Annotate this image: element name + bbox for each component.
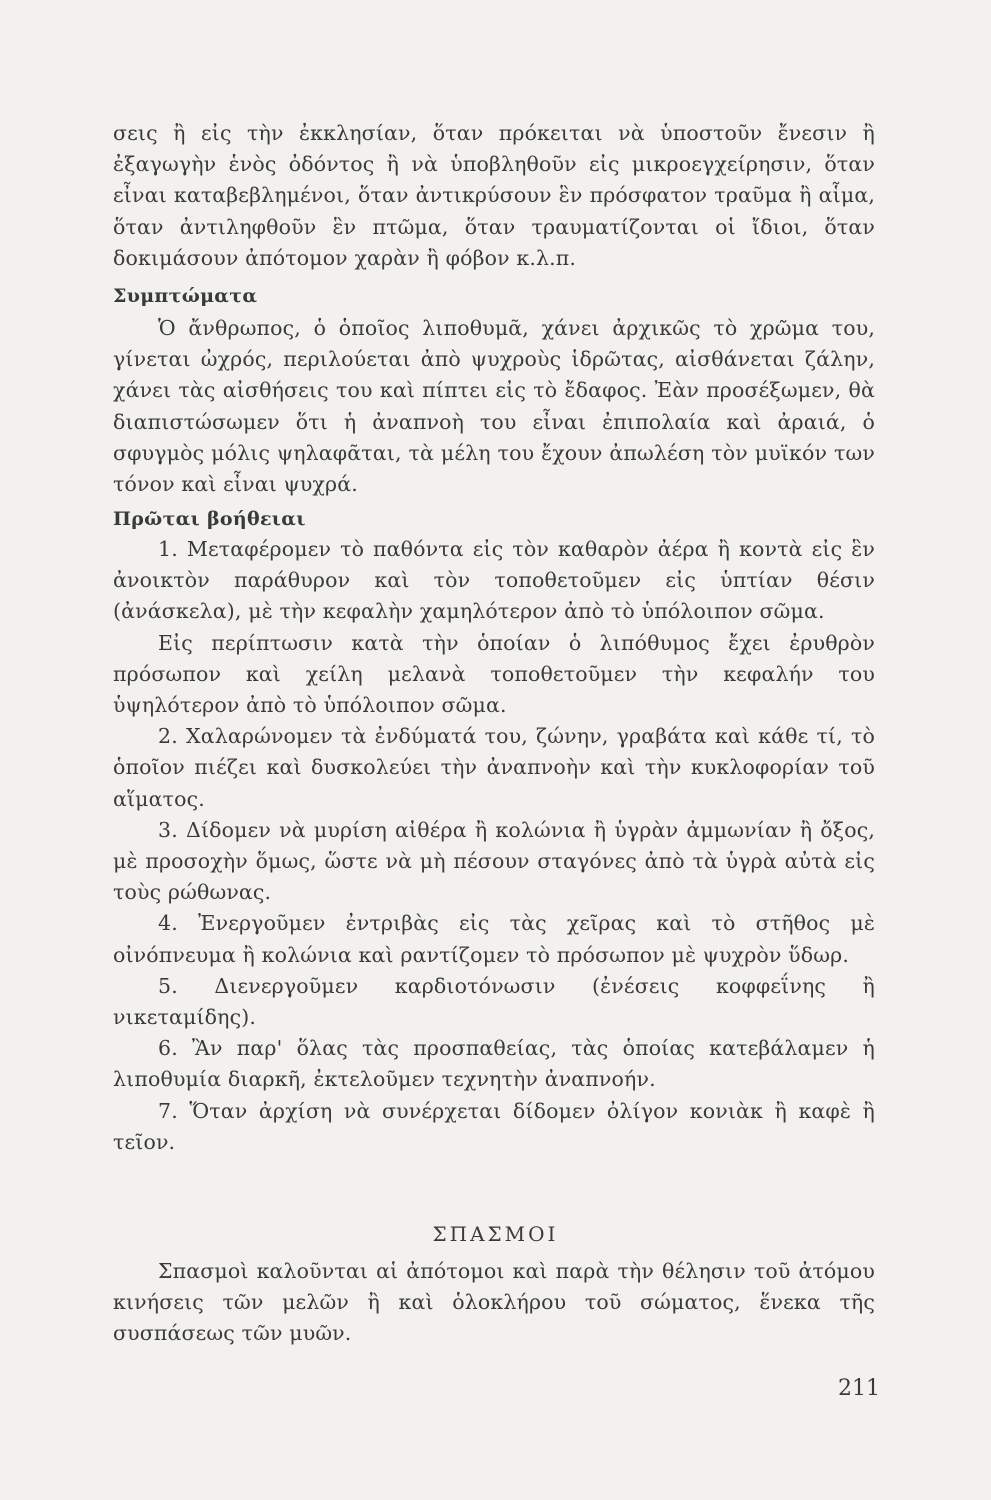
first-aid-item-1-note: Εἰς περίπτωσιν κατὰ τὴν ὁποίαν ὁ λιπόθυμος ἔχει ἐρυθρὸν πρόσωπον καὶ χείλη μελανὰ τοποθετοῦμεν τὴν κεφαλήν του ὑψηλότερον ἀπὸ τὸ ὑπόλοιπον σῶμα. bbox=[113, 630, 875, 718]
intro-paragraph bbox=[113, 118, 875, 274]
first-aid-item-4: 4. Ἐνεργοῦμεν ἐντριβὰς εἰς τὰς χεῖρας καὶ τὸ στῆθος μὲ οἰνόπνευμα ἢ κολώνια καὶ ραντίζομεν τὸ πρόσωπον μὲ ψυχρὸν ὕδωρ. bbox=[113, 911, 875, 967]
first-aid-list bbox=[113, 534, 875, 1158]
symptoms-heading: Συμπτώματα bbox=[113, 285, 258, 307]
first-aid-heading: Πρῶται βοήθειαι bbox=[113, 508, 306, 530]
spasms-paragraph bbox=[113, 1256, 875, 1350]
spasms-text: Σπασμοὶ καλοῦνται αἱ ἀπότομοι καὶ παρὰ τὴν θέλησιν τοῦ ἀτόμου κινήσεις τῶν μελῶν ἢ καὶ ὁλοκλήρου τοῦ σώματος, ἕνεκα τῆς συσπάσεως τῶν μυῶν. bbox=[113, 1259, 875, 1346]
page-number: 211 bbox=[838, 1376, 880, 1401]
spasms-title: ΣΠΑΣΜΟΙ bbox=[432, 1222, 559, 1246]
first-aid-item-7: 7. Ὅταν ἀρχίση νὰ συνέρχεται δίδομεν ὀλίγον κονιὰκ ἢ καφὲ ἢ τεῖον. bbox=[113, 1098, 875, 1154]
first-aid-item-1: 1. Μεταφέρομεν τὸ παθόντα εἰς τὸν καθαρὸν ἀέρα ἢ κοντὰ εἰς ἓν ἀνοικτὸν παράθυρον καὶ τὸν τοποθετοῦμεν εἰς ὑπτίαν θέσιν (ἀνάσκελα), μὲ τὴν κεφαλὴν χαμηλότερον ἀπὸ τὸ ὑπόλοιπον σῶμα. bbox=[113, 537, 875, 624]
first-aid-item-5: 5. Διενεργοῦμεν καρδιοτόνωσιν (ἐνέσεις κοφφεΐνης ἢ νικεταμίδης). bbox=[113, 973, 875, 1030]
first-aid-item-3: 3. Δίδομεν νὰ μυρίση αἰθέρα ἢ κολώνια ἢ ὑγρὰν ἀμμωνίαν ἢ ὄξος, μὲ προσοχὴν ὅμως, ὥστε νὰ μὴ πέσουν σταγόνες ἀπὸ τὰ ὑγρὰ αὐτὰ εἰς τοὺς ρώθωνας. bbox=[113, 817, 875, 905]
intro-text: σεις ἢ εἰς τὴν ἐκκλησίαν, ὅταν πρόκειται νὰ ὑποστοῦν ἔνεσιν ἢ ἐξαγωγὴν ἑνὸς ὀδόντος ἢ νὰ ὑποβληθοῦν εἰς μικροεγχείρησιν, ὅταν εἶναι καταβεβλημένοι, ὅταν ἀντικρύσουν ἓν πρόσφατον τραῦμα ἢ αἷμα, ὅταν ἀντιληφθοῦν ἓν πτῶμα, ὅταν τραυματίζονται οἱ ἴδιοι, ὅταν δοκιμάσουν ἀπότομον χαρὰν ἢ φόβον κ.λ.π. bbox=[113, 121, 875, 270]
first-aid-item-6: 6. Ἂν παρ' ὅλας τὰς προσπαθείας, τὰς ὁποίας κατεβάλαμεν ἡ λιποθυμία διαρκῆ, ἐκτελοῦμεν τεχνητὴν ἀναπνοήν. bbox=[113, 1036, 875, 1092]
symptoms-text: Ὁ ἄνθρωπος, ὁ ὁποῖος λιποθυμᾶ, χάνει ἀρχικῶς τὸ χρῶμα του, γίνεται ὠχρός, περιλούεται ἀπὸ ψυχροὺς ἱδρῶτας, αἰσθάνεται ζάλην, χάνει τὰς αἰσθήσεις του καὶ πίπτει εἰς τὸ ἔδαφος. Ἐὰν προσέξωμεν, θὰ διαπιστώσωμεν ὅτι ἡ ἀναπνοὴ του εἶναι ἐπιπολαία καὶ ἀραιά, ὁ σφυγμὸς μόλις ψηλαφᾶται, τὰ μέλη του ἔχουν ἀπωλέση τὸν μυϊκόν των τόνον καὶ εἶναι ψυχρά. bbox=[113, 316, 875, 497]
first-aid-item-2: 2. Χαλαρώνομεν τὰ ἐνδύματά του, ζώνην, γραβάτα καὶ κάθε τί, τὸ ὁποῖον πιέζει καὶ δυσκολεύει τὴν ἀναπνοὴν καὶ τὴν κυκλοφορίαν τοῦ αἵματος. bbox=[113, 724, 875, 811]
symptoms-paragraph bbox=[113, 313, 875, 500]
